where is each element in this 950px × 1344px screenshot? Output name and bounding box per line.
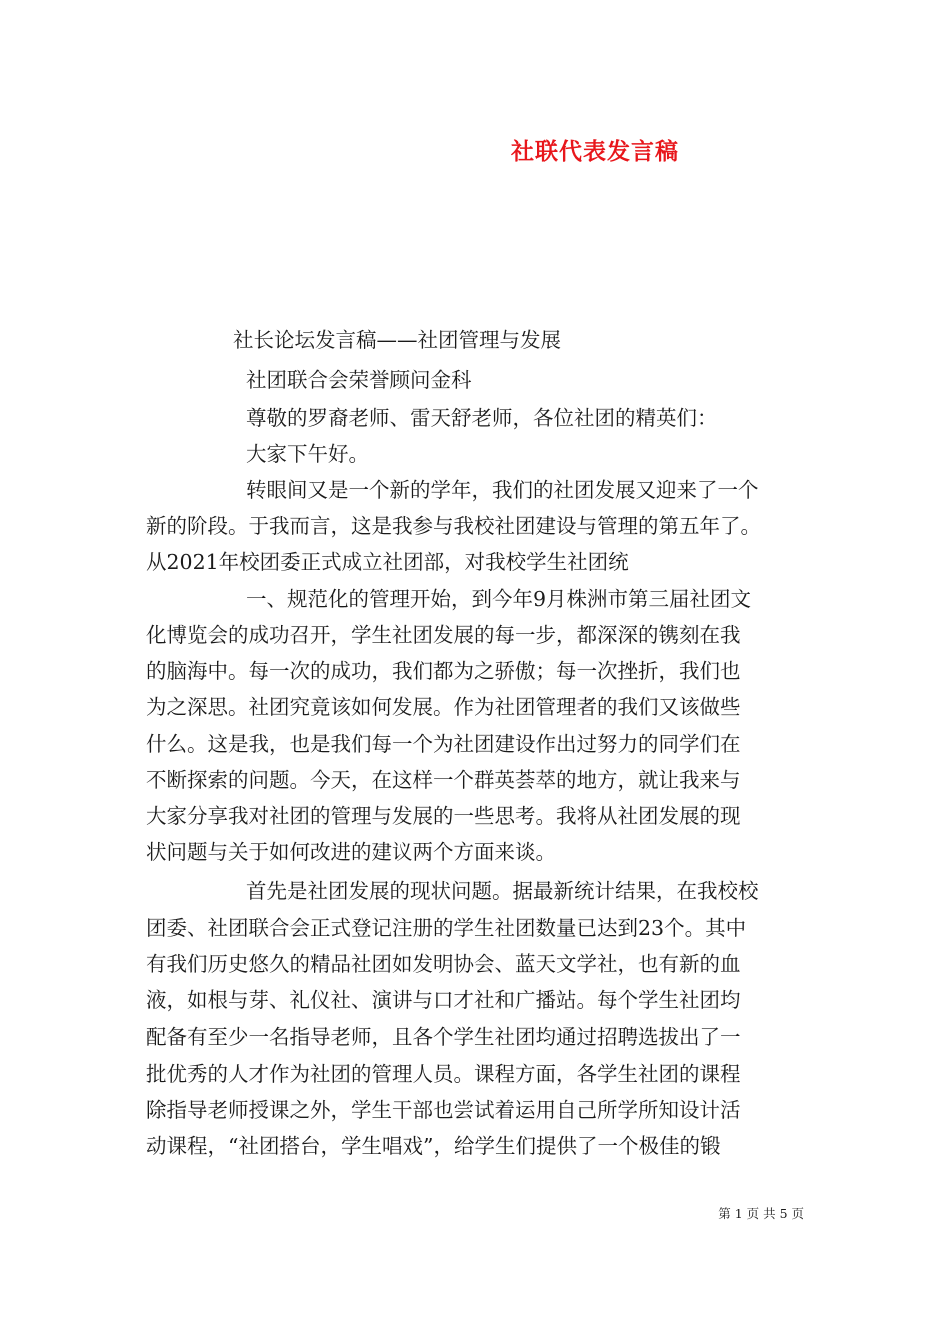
body-line: 批优秀的人才作为社团的管理人员。课程方面，各学生社团的课程 xyxy=(146,1062,741,1086)
body-line: 一、规范化的管理开始，到今年9月株洲市第三届社团文 xyxy=(246,587,752,611)
page-number-footer: 第 1 页 共 5 页 xyxy=(718,1206,804,1221)
body-line: 什么。这是我，也是我们每一个为社团建设作出过努力的同学们在 xyxy=(146,732,741,756)
body-line: 状问题与关于如何改进的建议两个方面来谈。 xyxy=(146,840,556,864)
body-line: 新的阶段。于我而言，这是我参与我校社团建设与管理的第五年了。 xyxy=(146,514,761,538)
subtitle-line: 社长论坛发言稿——社团管理与发展 xyxy=(233,328,561,352)
body-line: 除指导老师授课之外，学生干部也尝试着运用自己所学所知设计活 xyxy=(146,1098,741,1122)
body-line: 有我们历史悠久的精品社团如发明协会、蓝天文学社，也有新的血 xyxy=(146,952,741,976)
document-title: 社联代表发言稿 xyxy=(511,138,679,165)
body-line: 动课程，“社团搭台，学生唱戏”，给学生们提供了一个极佳的锻 xyxy=(146,1134,721,1158)
author-line: 社团联合会荣誉顾问金科 xyxy=(246,368,472,392)
body-line: 大家分享我对社团的管理与发展的一些思考。我将从社团发展的现 xyxy=(146,804,741,828)
salutation-line: 尊敬的罗裔老师、雷天舒老师，各位社团的精英们： xyxy=(246,406,718,430)
body-line: 首先是社团发展的现状问题。据最新统计结果，在我校校 xyxy=(246,879,759,903)
body-line: 的脑海中。每一次的成功，我们都为之骄傲；每一次挫折，我们也 xyxy=(146,659,741,683)
body-line: 转眼间又是一个新的学年，我们的社团发展又迎来了一个 xyxy=(246,478,759,502)
body-line: 液，如根与芽、礼仪社、演讲与口才社和广播站。每个学生社团均 xyxy=(146,988,741,1012)
body-line: 从2021年校团委正式成立社团部，对我校学生社团统 xyxy=(146,550,629,574)
body-line: 配备有至少一名指导老师，且各个学生社团均通过招聘选拔出了一 xyxy=(146,1025,741,1049)
body-line: 团委、社团联合会正式登记注册的学生社团数量已达到23个。其中 xyxy=(146,916,747,940)
body-line: 为之深思。社团究竟该如何发展。作为社团管理者的我们又该做些 xyxy=(146,695,741,719)
body-line: 化博览会的成功召开，学生社团发展的每一步，都深深的镌刻在我 xyxy=(146,623,741,647)
greeting-line: 大家下午好。 xyxy=(246,442,369,466)
body-line: 不断探索的问题。今天，在这样一个群英荟萃的地方，就让我来与 xyxy=(146,768,741,792)
